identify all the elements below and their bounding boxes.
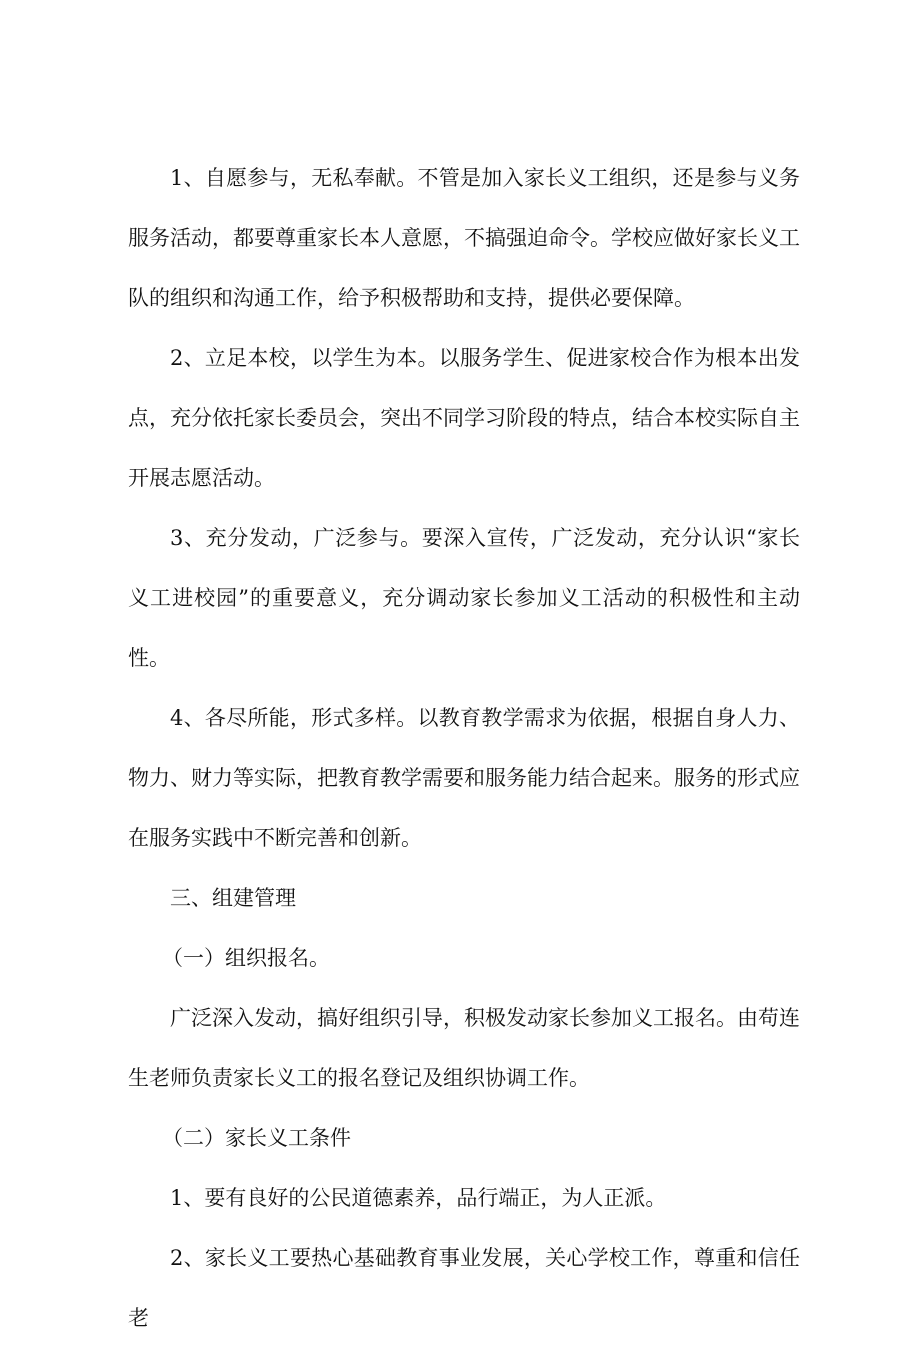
section-heading-organization: 三、组建管理 bbox=[170, 886, 296, 910]
subheading-volunteer-conditions: （二）家长义工条件 bbox=[162, 1126, 351, 1150]
paragraph-condition-1: 1、要有良好的公民道德素养，品行端正，为人正派。 bbox=[170, 1186, 667, 1210]
document-body bbox=[128, 148, 800, 1348]
paragraph-registration: 广泛深入发动，搞好组织引导，积极发动家长参加义工报名。由苟连生老师负责家长义工的报名登记及组织协调工作。 bbox=[128, 1006, 800, 1090]
paragraph-principle-2: 2、立足本校，以学生为本。以服务学生、促进家校合作为根本出发点，充分依托家长委员会，突出不同学习阶段的特点，结合本校实际自主开展志愿活动。 bbox=[128, 346, 800, 490]
paragraph-principle-4: 4、各尽所能，形式多样。以教育教学需求为依据，根据自身人力、物力、财力等实际，把教育教学需要和服务能力结合起来。服务的形式应在服务实践中不断完善和创新。 bbox=[128, 706, 800, 850]
paragraph-principle-1: 1、自愿参与，无私奉献。不管是加入家长义工组织，还是参与义务服务活动，都要尊重家长本人意愿，不搞强迫命令。学校应做好家长义工队的组织和沟通工作，给予积极帮助和支持，提供必要保障。 bbox=[128, 166, 800, 310]
paragraph-condition-2: 2、家长义工要热心基础教育事业发展，关心学校工作，尊重和信任老 bbox=[128, 1246, 800, 1330]
paragraph-principle-3: 3、充分发动，广泛参与。要深入宣传，广泛发动，充分认识“家长义工进校园”的重要意义，充分调动家长参加义工活动的积极性和主动性。 bbox=[128, 526, 800, 670]
subheading-registration: （一）组织报名。 bbox=[162, 946, 330, 970]
